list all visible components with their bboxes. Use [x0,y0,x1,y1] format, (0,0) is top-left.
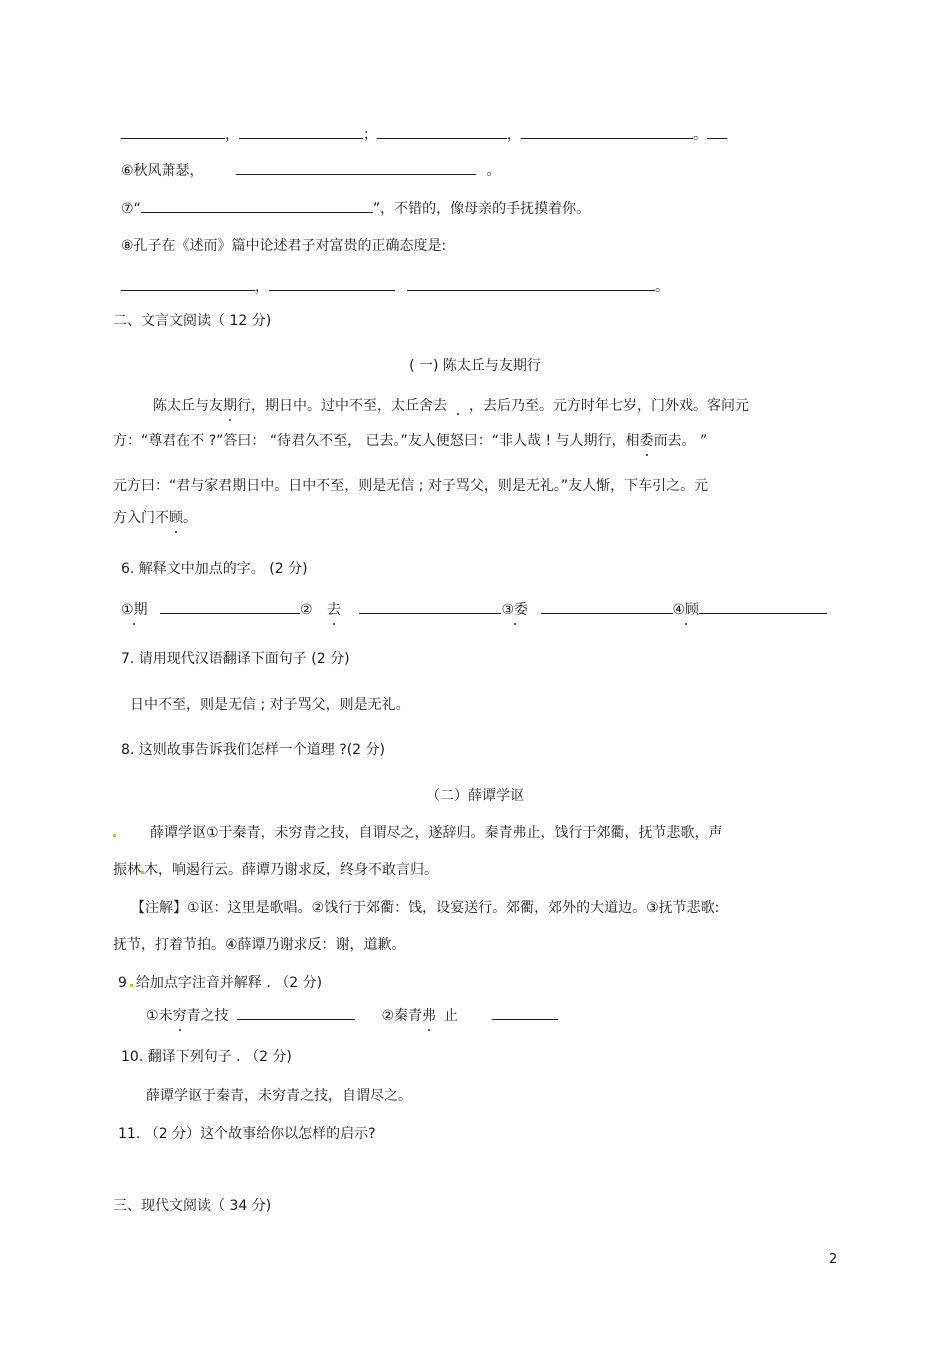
question-6-poem [121,160,500,181]
question-10: 10. 翻译下列句子 . （2 分) [121,1049,292,1065]
answer-blank[interactable] [707,124,727,139]
passage-2-line-1 [113,823,723,843]
question-text: ⑦“ [121,201,141,217]
item-label: 止 [444,1008,459,1024]
passage-text: 而去。 ” [653,433,708,449]
question-10-sentence: 薛谭学讴于秦青，未穷青之技，自谓尽之。 [146,1088,412,1104]
answer-blank[interactable] [121,276,255,291]
passage-2-title: （二）薛谭学讴 [426,788,524,804]
passage-2-note-1: 【注解】①讴：这里是歌唱。②饯行于郊衢：饯，设宴送行。郊衢，郊外的大道边。③抚节悲歌: [131,900,720,916]
question-text: 9 [118,975,127,991]
passage-text: 方：“尊君在不 ?”答曰： “待君久不至， 已去。”友人便怒曰：“非人哉 ! 与人期行，相 [113,433,640,449]
passage-1-line-4 [113,508,197,528]
passage-text: 行，期日中。过中不至，太丘舍去 [237,398,447,414]
question-text: ”，不错的，像母亲的手抚摸着你。 [372,201,591,217]
item-label: ④顾 [672,602,700,618]
section-2-heading: 二、文言文阅读（ 12 分) [113,313,272,329]
fill-row-top [121,124,727,145]
punct: ， [255,279,269,295]
question-7: 7. 请用现代汉语翻译下面句子 (2 分) [121,651,350,667]
question-text: ⑧孔子在《述而》篇中论述君子对富贵的正确态度是: [121,238,447,254]
item-label: ② [300,602,313,618]
answer-blank[interactable] [121,124,225,139]
question-6: 6. 解释文中加点的字。 (2 分) [121,561,308,577]
passage-text: 方入门不 [113,510,169,526]
question-text: ⑥秋风萧瑟， [121,163,204,179]
passage-text: 薛谭学讴①于秦青，未穷青之技，自谓尽之，遂辞归。秦青弗止，饯行于郊衢，抚节悲歌，声 [150,825,723,841]
stray-mark [113,834,116,837]
passage-text: ，去后乃至。元方时年七岁，门外戏。客问元 [469,398,749,414]
punct: 。 [486,163,501,179]
passage-2-note-2: 抚节，打着节拍。④薛谭乃谢求反：谢，道歉。 [113,937,406,953]
item-label: ①期 [121,602,148,618]
question-7-poem [121,198,590,219]
dotted-char: 去 [327,602,342,618]
punct: ； [363,127,377,143]
punct: ， [507,127,521,143]
answer-blank[interactable] [269,276,395,291]
answer-blank[interactable] [160,599,300,614]
question-8-poem [121,236,446,256]
passage-1-line-1 [153,396,749,416]
answer-blank[interactable] [407,276,655,291]
punct: ， [225,127,239,143]
page-number: 2 [829,1252,838,1267]
answer-blank[interactable] [141,198,373,213]
question-6-answers [121,599,827,620]
fill-row-8 [121,276,669,297]
passage-1-line-2 [113,431,707,451]
answer-blank[interactable] [237,1005,355,1020]
answer-blank[interactable] [359,599,501,614]
passage-text: 振林 [113,862,141,878]
passage-1-line-3: 元方曰：“君与家君期日中。日中不至，则是无信 ; 对子骂父，则是无礼。”友人惭，下车引之。元 [113,478,709,494]
answer-blank[interactable] [377,124,507,139]
punct: 。 [693,127,707,143]
passage-text: 木，响遏行云。薛谭乃谢求反，终身不敢言归。 [144,862,438,878]
item-label: ②秦青 [381,1008,423,1024]
answer-blank[interactable] [541,599,673,614]
answer-blank[interactable] [236,160,476,175]
dotted-char: 期 [223,398,237,414]
passage-1-title: ( 一) 陈太丘与友期行 [409,358,541,374]
answer-blank[interactable] [492,1005,558,1020]
stray-mark [130,984,133,987]
answer-blank[interactable] [521,124,693,139]
passage-text: 陈太丘与友 [153,398,223,414]
answer-blank[interactable] [239,124,363,139]
question-9-items [146,1005,558,1026]
passage-2-line-2 [113,860,438,880]
question-text: 给加点字注音并解释 . （2 分) [135,975,323,991]
item-label: ①未 [146,1008,173,1024]
passage-text: 。 [183,510,197,526]
punct: 。 [655,279,669,295]
section-3-heading: 三、现代文阅读（ 34 分) [113,1198,272,1214]
item-label: ③委 [501,602,529,618]
dotted-char: 穷 [172,1008,187,1024]
question-8: 8. 这则故事告诉我们怎样一个道理 ?(2 分) [121,742,385,758]
question-7-sentence: 日中不至，则是无信 ; 对子骂父，则是无礼。 [130,697,410,713]
question-9 [118,973,322,993]
dotted-char: 委 [639,433,654,449]
question-11: 11. （2 分）这个故事给你以怎样的启示? [118,1126,376,1142]
dotted-char: 顾 [169,510,183,526]
dotted-char: 弗 [422,1008,437,1024]
answer-blank[interactable] [699,599,827,614]
item-label: 青之技 [186,1008,229,1024]
